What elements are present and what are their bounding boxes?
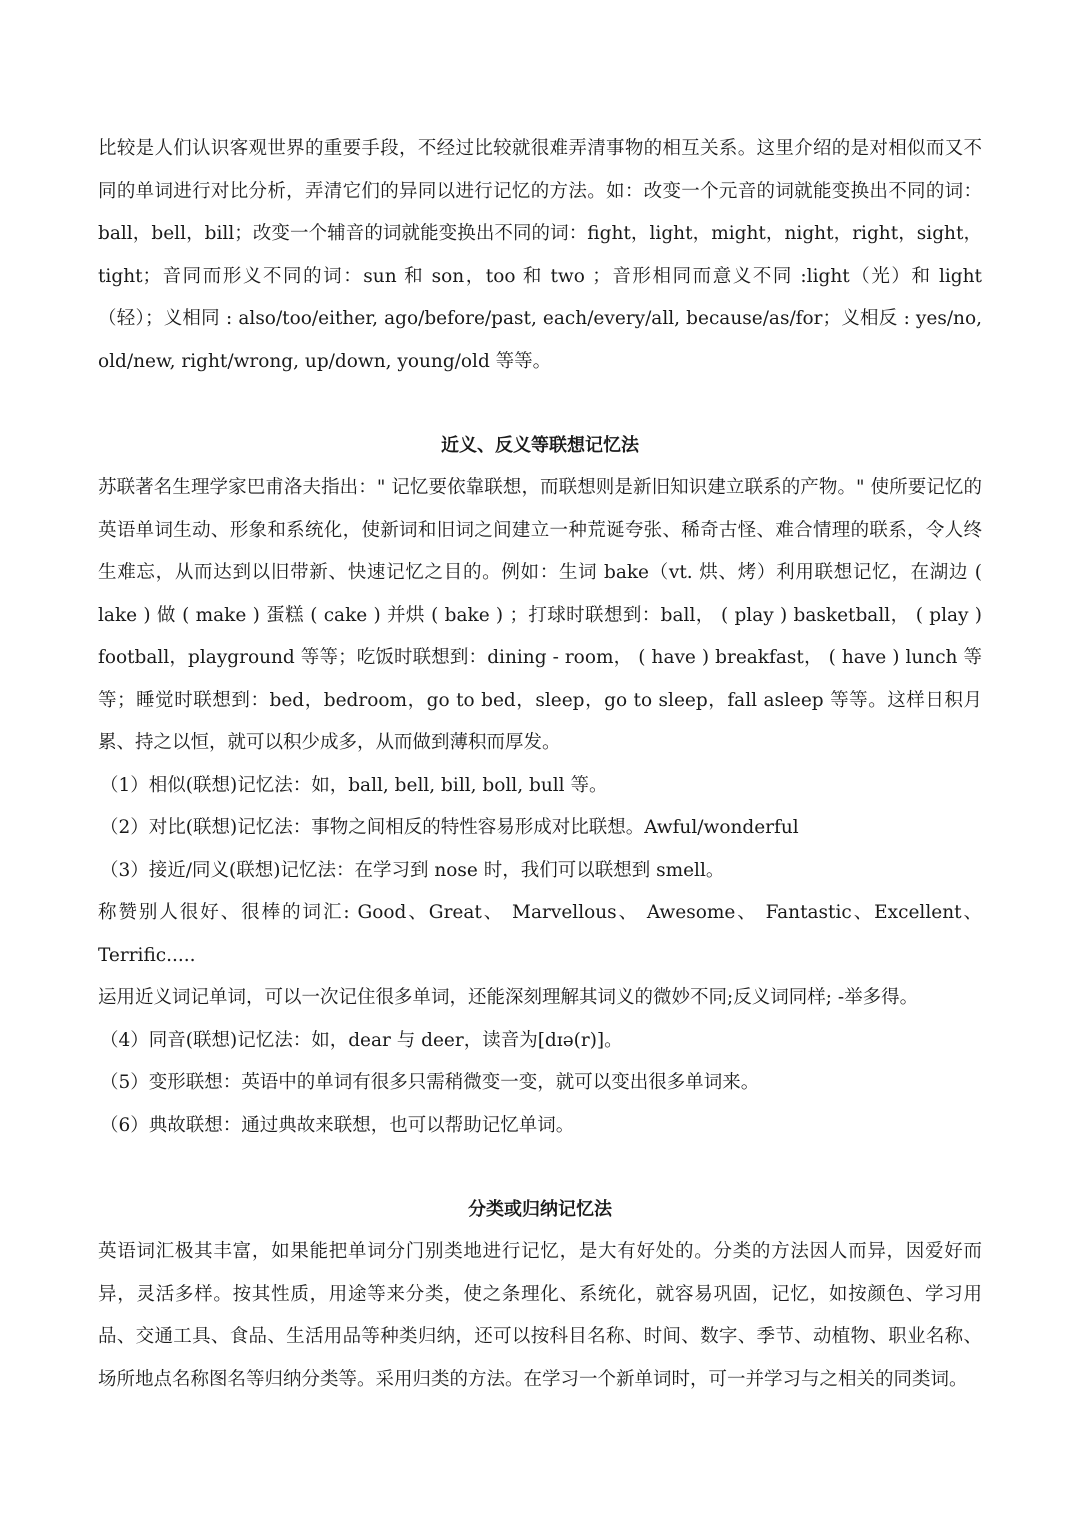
document-page <box>98 128 982 1401</box>
list-item: （6）典故联想：通过典故来联想，也可以帮助记忆单词。 <box>100 1114 575 1136</box>
section-title-association: 近义、反义等联想记忆法 <box>441 435 639 456</box>
classification-paragraph: 英语词汇极其丰富，如果能把单词分门别类地进行记忆，是大有好处的。分类的方法因人而异，因爱好而异，灵活多样。按其性质，用途等来分类，使之条理化、系统化，就容易巩固，记忆，如按颜色、学习用品、交通工具、食品、生活用品等种类归纳，还可以按科目名称、时间、数字、季节、动植物、职业名称、场所地点名称图名等归纳分类等。采用归类的方法。在学习一个新单词时，可一并学习与之相关的同类词。 <box>98 1241 982 1390</box>
list-item: （1）相似(联想)记忆法：如，ball, bell, bill, boll, bull 等。 <box>100 774 608 796</box>
list-item: （5）变形联想：英语中的单词有很多只需稍微变一变，就可以变出很多单词来。 <box>100 1072 760 1093</box>
list-item: （4）同音(联想)记忆法：如，dear 与 deer，读音为[dɪə(r)]。 <box>100 1029 623 1051</box>
praise-words-line: 称赞别人很好、很棒的词汇: Good、Great、 Marvellous、 Awesome、 Fantastic、Excellent、Terrific..... <box>98 902 982 966</box>
list-item: （2）对比(联想)记忆法：事物之间相反的特性容易形成对比联想。Awful/wonderful <box>100 817 799 838</box>
spacer <box>98 383 982 425</box>
association-paragraph: 苏联著名生理学家巴甫洛夫指出：" 记忆要依靠联想，而联想则是新旧知识建立联系的产物。" 使所要记忆的英语单词生动、形象和系统化，使新词和旧词之间建立一种荒诞夸张、稀奇古怪、难合情理的联系，令人终生难忘，从而达到以旧带新、快速记忆之目的。例如：生词 bake（vt. 烘、烤）利用联想记忆，在湖边 ( lake ) 做 ( make ) 蛋糕 ( cake ) 并烘 ( bake ) ；打球时联想到：ball， ( play ) basketball， ( play ) football，playground 等等；吃饭时联想到：dining - room， ( have ) breakfast， ( have ) lunch 等等；睡觉时联想到：bed，bedroom，go to bed，sleep，go to sleep，fall asleep 等等。这样日积月累、持之以恒，就可以积少成多，从而做到薄积而厚发。 <box>98 477 982 753</box>
spacer <box>98 1147 982 1189</box>
intro-paragraph: 比较是人们认识客观世界的重要手段，不经过比较就很难弄清事物的相互关系。这里介绍的是对相似而又不同的单词进行对比分析，弄清它们的异同以进行记忆的方法。如：改变一个元音的词就能变换出不同的词：ball，bell，bill；改变一个辅音的词就能变换出不同的词：fight，light，might，night，right，sight，tight；音同而形义不同的词：sun 和 son，too 和 two ；音形相同而意义不同 :light（光）和 light（轻）；义相同 : also/too/either, ago/before/past, each/every/all, because/as/for；义相反 : yes/no, old/new, right/wrong, up/down, young/old 等等。 <box>98 138 982 372</box>
section-title-classification: 分类或归纳记忆法 <box>468 1199 612 1220</box>
list-item: （3）接近/同义(联想)记忆法：在学习到 nose 时，我们可以联想到 smell。 <box>100 859 725 881</box>
synonym-note-line: 运用近义词记单词，可以一次记住很多单词，还能深刻理解其词义的微妙不同;反义词同样; -举多得。 <box>98 987 919 1008</box>
